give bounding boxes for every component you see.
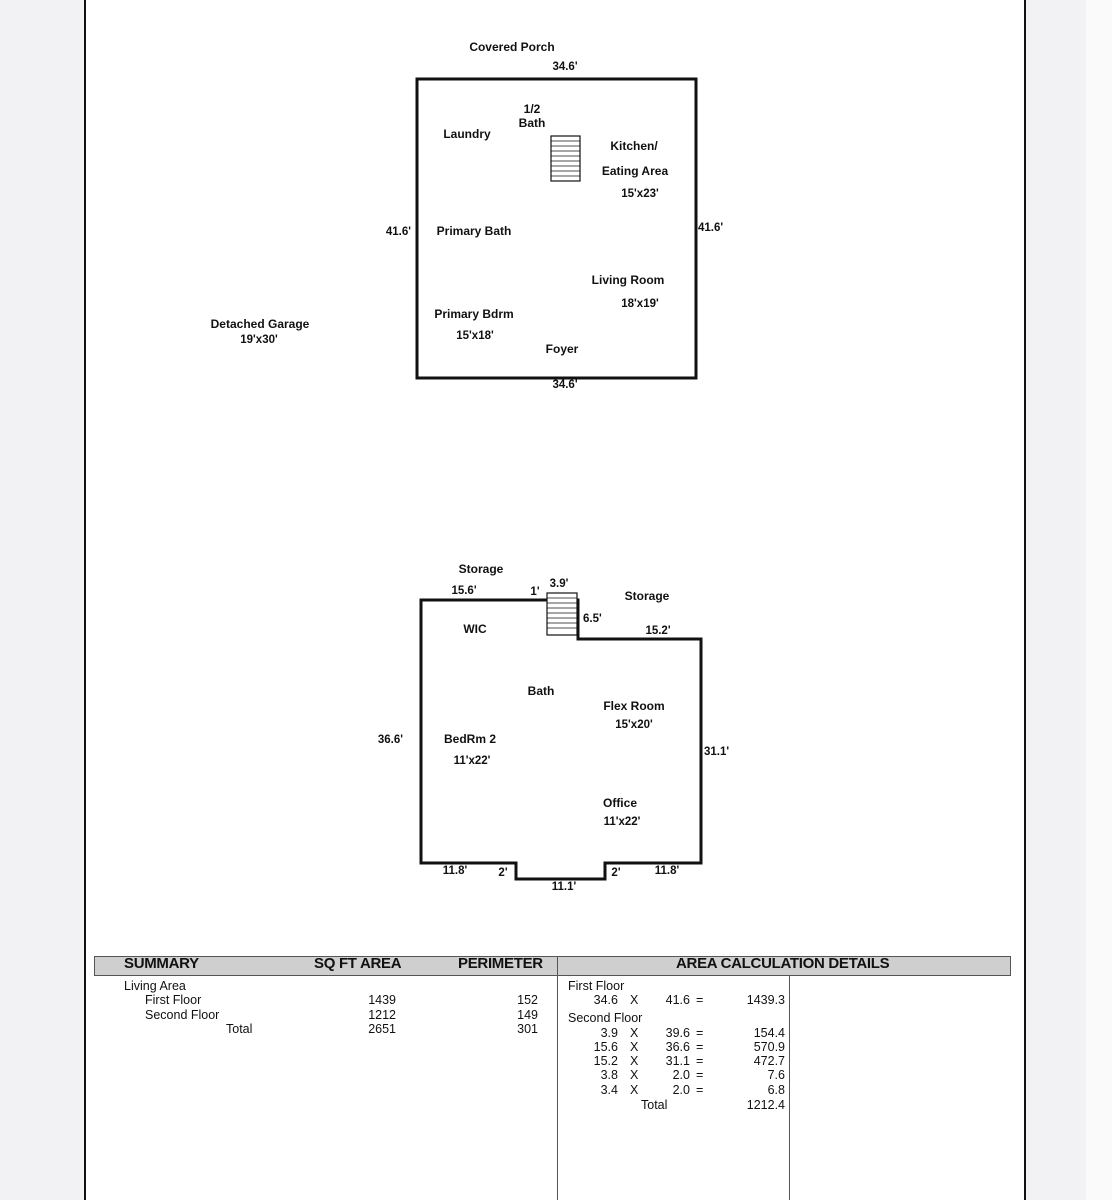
details-first-floor-label: First Floor <box>568 979 625 993</box>
label-kitchen-2: Eating Area <box>601 164 669 178</box>
label-kitchen-1: Kitchen/ <box>610 139 658 153</box>
dim-second-6-5: 6.5' <box>583 613 602 625</box>
label-living-room-size: 18'x19' <box>621 298 659 310</box>
calc-result: 1439.3 <box>746 993 785 1007</box>
calc-x: X <box>630 1054 639 1068</box>
label-half-bath-1: 1/2 <box>523 102 541 116</box>
calc-a: 15.2 <box>593 1054 618 1068</box>
calc-a: 15.6 <box>593 1040 618 1054</box>
details-total-label: Total <box>641 1098 668 1112</box>
label-detached-garage-size: 19'x30' <box>240 334 278 346</box>
summary-row-label: First Floor <box>145 993 202 1007</box>
label-primary-bdrm-size: 15'x18' <box>456 330 494 342</box>
summary-row-label: Second Floor <box>145 1008 220 1022</box>
details-divider <box>789 975 790 1200</box>
dim-second-1: 1' <box>530 586 540 598</box>
label-storage-right: Storage <box>624 589 670 603</box>
calc-result: 154.4 <box>753 1026 785 1040</box>
details-total-value: 1212.4 <box>746 1098 785 1112</box>
dim-second-15-2: 15.2' <box>645 625 671 637</box>
calc-b: 2.0 <box>672 1068 690 1082</box>
label-office: Office <box>602 796 638 810</box>
dim-second-11-8-right: 11.8' <box>654 865 680 877</box>
dim-second-31-1: 31.1' <box>704 746 730 758</box>
second-floor-stairs-icon <box>547 593 577 635</box>
dim-second-2-right: 2' <box>611 867 621 879</box>
summary-row-perimeter: 152 <box>517 993 538 1007</box>
label-living-room: Living Room <box>591 273 665 287</box>
calc-b: 36.6 <box>665 1040 690 1054</box>
calc-eq: = <box>696 1054 704 1068</box>
calc-b: 41.6 <box>665 993 690 1007</box>
label-flex-room-size: 15'x20' <box>615 719 653 731</box>
label-half-bath-2: Bath <box>518 116 546 130</box>
first-floor-stairs-icon <box>551 136 580 181</box>
calc-eq: = <box>696 1026 704 1040</box>
label-bedrm2-size: 11'x22' <box>453 755 491 767</box>
calc-a: 34.6 <box>593 993 618 1007</box>
summary-divider <box>557 956 558 1200</box>
dim-first-top: 34.6' <box>552 61 578 73</box>
calc-a: 3.9 <box>600 1026 618 1040</box>
sqft-header: SQ FT AREA <box>314 955 402 972</box>
living-area-label: Living Area <box>124 979 186 993</box>
label-bedrm2: BedRm 2 <box>443 732 497 746</box>
summary-row-sqft: 1439 <box>368 993 396 1007</box>
dim-second-36-6: 36.6' <box>377 734 403 746</box>
calc-eq: = <box>696 1083 704 1097</box>
calc-a: 3.8 <box>600 1068 618 1082</box>
calc-b: 39.6 <box>665 1026 690 1040</box>
calc-result: 570.9 <box>753 1040 785 1054</box>
dim-second-2-left: 2' <box>498 867 508 879</box>
label-flex-room: Flex Room <box>603 699 665 713</box>
calc-eq: = <box>696 1040 704 1054</box>
calc-x: X <box>630 1083 639 1097</box>
dim-second-3-9: 3.9' <box>549 578 569 590</box>
label-primary-bdrm: Primary Bdrm <box>434 307 514 321</box>
calc-result: 472.7 <box>753 1054 785 1068</box>
calc-x: X <box>630 1026 639 1040</box>
calc-eq: = <box>696 993 704 1007</box>
dim-second-11-8-left: 11.8' <box>442 865 468 877</box>
calc-x: X <box>630 1068 639 1082</box>
label-bath: Bath <box>527 684 555 698</box>
label-foyer: Foyer <box>545 342 579 356</box>
summary-row-sqft: 2651 <box>368 1022 396 1036</box>
details-second-floor-label: Second Floor <box>568 1011 643 1025</box>
calc-a: 3.4 <box>600 1083 618 1097</box>
calc-result: 7.6 <box>767 1068 785 1082</box>
calc-b: 31.1 <box>665 1054 690 1068</box>
calc-eq: = <box>696 1068 704 1082</box>
label-laundry: Laundry <box>443 127 491 141</box>
summary-row-perimeter: 149 <box>517 1008 538 1022</box>
label-kitchen-size: 15'x23' <box>621 188 659 200</box>
label-storage-top: Storage <box>458 562 504 576</box>
dim-second-11-1: 11.1' <box>551 881 577 893</box>
summary-row-perimeter: 301 <box>517 1022 538 1036</box>
label-detached-garage: Detached Garage <box>210 317 310 331</box>
label-primary-bath: Primary Bath <box>436 224 512 238</box>
dim-first-bottom: 34.6' <box>552 379 578 391</box>
summary-header: SUMMARY <box>124 955 199 972</box>
perimeter-header: PERIMETER <box>458 955 543 972</box>
calc-x: X <box>630 1040 639 1054</box>
dim-second-15-6: 15.6' <box>451 585 477 597</box>
summary-row-label: Total <box>226 1022 253 1036</box>
label-office-size: 11'x22' <box>603 816 641 828</box>
calc-x: X <box>630 993 639 1007</box>
label-wic: WIC <box>463 622 487 636</box>
dim-first-right: 41.6' <box>698 222 724 234</box>
details-header: AREA CALCULATION DETAILS <box>676 955 890 972</box>
calc-result: 6.8 <box>767 1083 785 1097</box>
dim-first-left: 41.6' <box>385 226 411 238</box>
summary-row-sqft: 1212 <box>368 1008 396 1022</box>
calc-b: 2.0 <box>672 1083 690 1097</box>
label-covered-porch: Covered Porch <box>469 40 555 54</box>
